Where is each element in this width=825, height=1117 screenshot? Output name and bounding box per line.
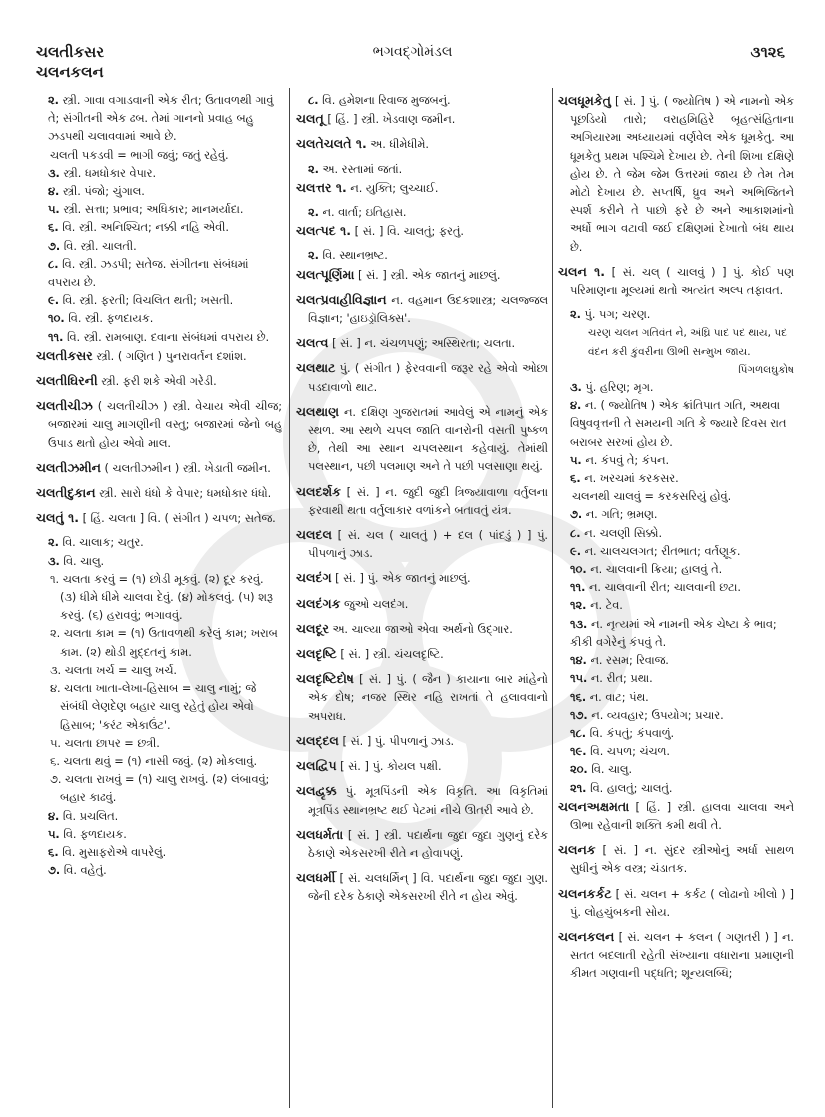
dictionary-entry (296, 595, 548, 614)
citation-source: પિંગળલઘુકોષ (738, 363, 794, 376)
sense-number: ૮. (308, 94, 319, 107)
sense (296, 204, 548, 222)
dictionary-entry (36, 484, 282, 503)
sense (558, 652, 794, 670)
sense (558, 780, 794, 798)
headword: ચલધર્મતા (296, 826, 344, 842)
sense (558, 525, 794, 543)
headword: ચલત્પૂર્ણિમા (296, 266, 355, 282)
headword: ચલદંગક (296, 595, 341, 611)
headword: ચલનકલન (558, 928, 615, 944)
dictionary-entry (296, 483, 548, 520)
idiom: ચલનથી ચાલવું = કરકસરિયું હોવું. (572, 490, 732, 504)
sense-text: વિ. સ્ત્રી. રામબાણ. દવાના સંબંધમાં વપરાય છે. (66, 330, 270, 344)
headword: ચલતીદુકાન (36, 485, 96, 501)
sense-number: ૮. (48, 257, 59, 271)
sense-number: ૨૦. (570, 763, 588, 777)
sense (36, 826, 282, 844)
definition: [ સં. ] સ્ત્રી. ચંચલદૃષ્ટિ. (340, 648, 444, 662)
sense-number: ૬. (570, 472, 581, 486)
sense-number: ૬. (48, 221, 59, 235)
entry-line (296, 359, 548, 396)
headword: ચલત્પ્રવાહીવિજ્ઞાન (296, 291, 387, 307)
sense (36, 165, 282, 183)
sense-text: ન. ચાલવાની ક્રિયા; હાલવું તે. (590, 563, 723, 577)
dictionary-entry (296, 403, 548, 477)
dictionary-entry (558, 928, 794, 984)
sense-text: ન. રસમ; રિવાજ. (590, 654, 669, 668)
sense-text: ન. વાર્તા; ઇતિહાસ. (322, 206, 407, 220)
definition: [ સં. ] પું. પીપળાનું ઝાડ. (342, 734, 455, 748)
headword: ચલદલ (296, 527, 332, 543)
headword: ચલત્પદ ૧. (296, 223, 352, 239)
definition: ન. દક્ષિણ ગુજરાતમાં આવેલું એ નામનું એક સ્થળ. આ સ્થળે ચપલ જાતિ વાનરોની વસતી પુષ્કળ છે, તેથી આ સ્થાન ચપલસ્થાન કહેવાયું. તેમાંથી પલસ્થાન, પછી પલમાણ અને તે પછી પલસાણા થયું. (308, 405, 548, 474)
sense (36, 553, 282, 571)
entry-line (296, 620, 548, 639)
sense-text: સ્ત્રી. ધમધોકાર વેપાર. (63, 166, 157, 180)
sense (36, 256, 282, 292)
sense (558, 597, 794, 615)
sense-text: ન. રીત; પ્રથા. (590, 672, 653, 686)
column-1 (36, 92, 282, 880)
sense-number: ૩. (48, 166, 60, 180)
definition: [ સં. ચલધર્મિન્ ] વિ. પદાર્થના જુદા જુદા ગુણ. જેની દરેક ઠેકાણે એકસરખી રીતે ન હોય એવું. (308, 872, 548, 904)
sense-number: ૧૨. (570, 599, 587, 613)
column-divider (289, 88, 290, 1108)
sense-number: ૯. (48, 294, 59, 308)
sense-text: વિ. સ્થાનભ્રષ્ટ. (322, 249, 388, 263)
definition: ન. યુક્તિ; લુચ્ચાઈ. (350, 181, 439, 195)
headword: ચલદૂર (296, 620, 329, 636)
headword: ચલત્વ (296, 335, 329, 351)
sense (558, 561, 794, 579)
sense-text: ન. વ્યવહાર; ઉપયોગ; પ્રચાર. (591, 708, 724, 722)
column-divider (552, 88, 553, 1108)
sense-text: વિ. સ્ત્રી. ફળદાયક. (68, 312, 154, 326)
guide-word-first: ચલતીકસર (36, 43, 105, 61)
entry-line (296, 869, 548, 906)
dictionary-entry (558, 798, 794, 835)
definition: અ. ધીમેધીમે. (370, 138, 429, 152)
sense (36, 292, 282, 310)
sense-number: ૭. (48, 864, 61, 878)
headword: ચલતીઘિરની (36, 373, 98, 389)
entry-line (296, 403, 548, 477)
entry-line (296, 595, 548, 614)
headword: ચલતીચીઝ (36, 398, 93, 414)
definition: ન. વહમાન ઉદકશાસ્ત્ર; ચલજ્જલ વિજ્ઞાન; 'હાઇડ્રૉલિક્સ'. (308, 293, 548, 326)
sense-text: વિ. ચપળ; ચંચળ. (590, 745, 670, 759)
headword: ચલતીઝમીન (36, 459, 101, 475)
dictionary-entry (296, 782, 548, 819)
sense-number: ૧૧. (570, 581, 586, 595)
sense-text: વિ. પ્રચલિત. (62, 809, 119, 823)
guide-word-last: ચલનકલન (36, 63, 104, 81)
dictionary-entry (296, 291, 548, 328)
sense (296, 92, 548, 110)
headword: ચલનક (558, 842, 596, 858)
entry-line (36, 347, 282, 366)
dictionary-entry (296, 620, 548, 639)
sense (558, 707, 794, 725)
sense-number: ૧૪. (570, 654, 587, 668)
dictionary-entry (558, 841, 794, 878)
entry-line (296, 266, 548, 285)
sense-number: ૧૭. (570, 708, 588, 722)
sense-number: ૭. (570, 508, 583, 522)
entry-line (296, 826, 548, 863)
sense-text: વિ. સ્ત્રી. ઝડપી; સતેજ. સંગીતના સંબંધમાં વપરાય છે. (48, 257, 249, 290)
sense-text: ન. ખરચમાં કરકસર. (584, 472, 679, 486)
sense-number: ૧૦. (48, 312, 65, 326)
sense (36, 201, 282, 219)
sense-text: વિ. ચાલુ. (63, 554, 105, 568)
sense (36, 862, 282, 880)
entry-line (296, 569, 548, 588)
definition: [ સં. ] પું. ( જ્યોતિષ ) એ નામનો એક પૂછડિયો તારો; વરાહમિહિરે બૃહત્સંહિતાના અગિયારમા અધ્યાયમાં વર્ણવેલ એક ધૂમકેતુ. આ ધૂમકેતુ પ્રથમ પશ્ચિમે દેખાય છે. તેની શિખા દક્ષિણે હોય છે. તે જેમ જેમ ઉત્તરમાં જાય છે તેમ તેમ મોટો દેખાય છે. સપ્તર્ષિ, ધ્રુવ અને અભિજિતને સ્પર્શ કરીને તે પાછો ફરે છે અને આકાશમાંનો અર્ધો ભાગ વટાવી જઈ દક્ષિણમાં દેખાતો બંધ થાય છે. (570, 95, 794, 254)
sense-number: ૧૮. (570, 726, 587, 740)
dictionary-entry (296, 334, 548, 353)
sense-text: વિ. સ્ત્રી. ફરતી; વિચલિત થતી; ખસતી. (62, 294, 234, 308)
sense-number: ૫. (48, 203, 60, 217)
headword: ચલધર્મી (296, 870, 336, 886)
dictionary-entry (296, 110, 548, 129)
sense-text: વિ. હાલતું; ચાલતું. (590, 781, 673, 795)
sense-text: ન. ટેવ. (590, 599, 623, 613)
sense (296, 161, 548, 179)
sense-text: પું. હરિણ; મૃગ. (585, 381, 654, 395)
entry-line (296, 222, 548, 241)
sense-number: ૭. (48, 239, 61, 253)
idiom: ૪. ચલતા ખાતા-લેખા-હિસાબ = ચાલુ નામું; જે સંબંધી લેણદેણ બહાર ચાલુ રહેતું હોય એવો હિસાબ; 'કરંટ એકાઉંટ'. (50, 682, 257, 732)
sense-number: ૨. (48, 94, 59, 107)
headword: ચલદૃષ્ટિ (296, 646, 337, 662)
definition: [ સં. ] પું. એક જાતનું માછલું. (335, 572, 471, 586)
idiom: ૧. ચલતા કરવું = (૧) છોડી મૂકવું. (૨) દૂર કરવું. (૩) ધીમે ધીમે ચાલવા દેવું. (૪) મોકલવું. (૫) શરૂ કરવું. (૬) હરાવવું; ભગાવવું. (50, 572, 273, 623)
dictionary-entry (36, 509, 282, 528)
idiom: ૫. ચલતા છાપર = છત્રી. (50, 736, 160, 750)
definition: [ સં. ચલ્ ( ચાલવું ) ] પું. કોઈ પણ પરિમાણના મૂલ્યમાં થતો અત્યંત અલ્પ તફાવત. (570, 265, 794, 298)
column-3 (558, 92, 794, 990)
dictionary-entry (36, 347, 282, 366)
sense (558, 379, 794, 397)
sense-text: ન. વાટ; પંથ. (589, 690, 649, 704)
entry-line (558, 841, 794, 878)
sense-number: ૮. (570, 526, 581, 540)
headword: ચલન ૧. (558, 263, 605, 279)
sense-text: ન. ચાલવાની રીત; ચાલવાની છટા. (588, 581, 741, 595)
headword: ચલદ્વિપ (296, 758, 337, 774)
definition: ( ચલતીઝમીન ) સ્ત્રી. ખેડાતી જમીન. (104, 461, 271, 475)
definition: [ હિં. ] સ્ત્રી. ખેડવાણ જમીન. (327, 113, 456, 127)
sense-number: ૨. (570, 308, 581, 322)
entry-line (36, 397, 282, 453)
entry-line (296, 110, 548, 129)
idiom: ૭. ચલતા રાખવું = (૧) ચાલુ રાખવું. (૨) લંબાવવું; બહાર કાઢવું. (50, 773, 270, 805)
sense (558, 543, 794, 561)
sense (558, 725, 794, 743)
sense-text: વિ. મુસાફરોએ વાપરેલું. (62, 845, 167, 859)
sense (36, 238, 282, 256)
entry-line (296, 526, 548, 563)
sense-number: ૧૧. (48, 330, 64, 344)
headword: ચલદ્દલ (296, 732, 339, 748)
definition: સ્ત્રી. સારો ધંધો કે વેપાર; ધમધોકાર ધંધો. (99, 487, 272, 501)
dictionary-entry (296, 732, 548, 751)
sense (558, 743, 794, 761)
sense (558, 761, 794, 779)
sense-number: ૨. (308, 249, 319, 263)
entry-line (296, 135, 548, 154)
sense-text: સ્ત્રી. ગાવા વગાડવાની એક રીત; ઉતાવળથી ગાવું તે; સંગીતની એક ઢબ. તેમાં ગાનનો પ્રવાહ બહુ ઝડપથી ચલાવવામાં આવે છે. (48, 94, 274, 144)
entry-line (558, 92, 794, 257)
definition: [ સં. ચલન + કલન ( ગણતરી ) ] ન. સતત બદલાતી રહેતી સંખ્યાના વધારાના પ્રમાણની કીમત ગણવાની પદ્ધતિ; શૂન્યલબ્ધિ; (570, 930, 795, 981)
entry-line (296, 645, 548, 664)
entry-line (296, 179, 548, 198)
definition: [ સં. ] ન. ચંચળપણું; અસ્થિરતા; ચલતા. (332, 337, 516, 351)
idiom: ૬. ચલતા થવું = (૧) નાસી જવું. (૨) મોકલાવું. (50, 754, 258, 768)
sense (558, 506, 794, 524)
sense-number: ૪. (48, 809, 60, 823)
definition: અ. ચાલ્યા જાઓ એવા અર્થનો ઉદ્ગાર. (332, 622, 513, 636)
dictionary-entry (558, 263, 794, 300)
sense-text: વિ. સ્ત્રી. ચાલતી. (63, 239, 137, 253)
sense-number: ૫. (570, 453, 582, 467)
entry-line (296, 732, 548, 751)
entry-line (558, 928, 794, 984)
definition: [ સં. ચલ ( ચાલતું ) + દલ ( પાંદડું ) ] પું. પીપળાનું ઝાડ. (308, 529, 548, 561)
dictionary-entry (296, 670, 548, 726)
entry-line (296, 291, 548, 328)
definition: સ્ત્રી. ફરી શકે એવી ગરેડી. (101, 375, 217, 389)
sense-text: ન. ગતિ; ભ્રમણ. (585, 508, 658, 522)
dictionary-entry (36, 372, 282, 391)
dictionary-entry (296, 757, 548, 776)
sense-text: વિ. વહેતું. (63, 864, 107, 878)
definition: [ હિં. ચલતા ] વિ. ( સંગીત ) ચપળ; સતેજ. (82, 512, 276, 526)
dictionary-entry (36, 397, 282, 453)
sense (558, 579, 794, 597)
sense-text: વિ. કંપતું; કંપવાળું. (589, 726, 675, 740)
definition: [ સં. ] સ્ત્રી. એક જાતનું માછલું. (358, 268, 501, 282)
sense-text: સ્ત્રી. સત્તા; પ્રભાવ; અધિકાર; માનમર્યાદા. (63, 203, 244, 217)
entry-line (296, 782, 548, 819)
entry-line (296, 670, 548, 726)
sense (36, 310, 282, 328)
headword: ચલધૂમકેતુ (558, 93, 611, 108)
dictionary-entry (36, 459, 282, 478)
headword: ચલનકર્કટ (558, 885, 612, 901)
sense (558, 452, 794, 470)
entry-line (558, 263, 794, 300)
definition: [ સં. ] સ્ત્રી. પદાર્થના જુદા જુદા ગુણનું દરેક ઠેકાણે એકસરખી રીતે ન હોવાપણું. (308, 828, 549, 860)
sense-number: ૩. (570, 381, 582, 395)
sense-text: પું. પગ; ચરણ. (584, 308, 651, 322)
quotation: ચરણ ચલન ગતિવંત ને, અંઘ્રિ પાદ પદ થાય, પદ વંદન કરી કુંવરીના ઊભી સન્મુખ જાય. (588, 327, 788, 358)
sense-text: ન. નૃત્યમાં એ નામની એક ચેષ્ટા કે ભાવ; કીકી વગેરેનું કંપવું તે. (570, 617, 777, 649)
sense-number: ૧૬. (570, 690, 587, 704)
headword: ચલથાણ (296, 403, 340, 419)
headword: ચલથાટ (296, 360, 336, 376)
dictionary-entry (558, 92, 794, 257)
column-2 (296, 92, 548, 913)
dictionary-entry (296, 179, 548, 198)
headword: ચલદૃષ્ટિદોષ (296, 671, 354, 687)
sense (558, 306, 794, 324)
sense-number: ૧૩. (570, 617, 588, 631)
sense-number: ૫. (48, 827, 60, 841)
sense-number: ૨. (308, 162, 319, 176)
definition: જુઓ ચલદંગ. (343, 597, 409, 611)
sense-text: વિ. હમેશના રિવાજ મુજબનું. (322, 94, 451, 107)
definition: ( ચલતીચીઝ ) સ્ત્રી. વેચાય એવી ચીજ; બજારમાં ચાલુ માગણીની વસ્તુ; બજારમાં જેનો બહુ ઉપાડ થતો હોય એવો માલ. (48, 400, 282, 450)
sense (558, 689, 794, 707)
dictionary-entry (296, 869, 548, 906)
sense (36, 808, 282, 826)
entry-line (558, 885, 794, 922)
dictionary-entry (558, 885, 794, 922)
dictionary-entry (296, 266, 548, 285)
sense (36, 92, 282, 147)
definition: પું. ( સંગીત ) ફેરવવાની જરૂર રહે એવો ઓછા પડદાવાળો થાટ. (308, 362, 549, 394)
headword: ચલતું ૧. (36, 510, 79, 526)
definition: [ સં. ] પું. ( જૈન ) કાયાના બાર માંહેનો એક દોષ; નજર સ્થિર નહિ રાખતાં તે હલાવવાનો અપરાધ. (308, 673, 549, 723)
idiom: ૩. ચલતા ખર્ચ = ચાલુ ખર્ચ. (50, 663, 177, 677)
entry-line (296, 483, 548, 520)
headword: ચલતેચલતે ૧. (296, 136, 367, 152)
dictionary-entry (296, 645, 548, 664)
dictionary-entry (296, 826, 548, 863)
sense-text: ન. કંપવું તે; કંપન. (585, 453, 670, 467)
headword: ચલદર્શક (296, 483, 341, 499)
entry-line (36, 372, 282, 391)
sense (36, 844, 282, 862)
sense (36, 534, 282, 552)
sense-text: વિ. ચાલુ. (591, 763, 633, 777)
entry-line (296, 334, 548, 353)
idiom: ૨. ચલતા કામ = (૧) ઉતાવળથી કરેલું કામ; ખરાબ કામ. (૨) થોડી મુદ્દતનું કામ. (50, 627, 278, 659)
sense (36, 219, 282, 237)
headword: ચલદંગ (296, 570, 332, 586)
dictionary-entry (296, 526, 548, 563)
sense-text: સ્ત્રી. પંજો; ચુંગાલ. (62, 185, 145, 199)
entry-line (36, 509, 282, 528)
headword: ચલતીકસર (36, 347, 93, 363)
page-number: ૩૧૨૬ (750, 43, 785, 61)
definition: [ સં. ચલન + કર્કટ ( લોઢાનો ખીલો ) ] પું. લોહચુંબકની સોય. (570, 887, 795, 919)
entry-line (36, 484, 282, 503)
sense (36, 183, 282, 201)
sense-text: વિ. ચાલાક; ચતુર. (62, 536, 144, 550)
sense (558, 470, 794, 488)
dictionary-title: ભગવદ્ગોમંડલ (372, 44, 453, 60)
entry-line (558, 798, 794, 835)
sense-number: ૨૧. (570, 781, 587, 795)
entry-line (296, 757, 548, 776)
headword: ચલત્તર ૧. (296, 179, 347, 195)
definition: [ સં. ] વિ. ચાલતું; ફરતું. (354, 225, 464, 239)
sense-number: ૧૫. (570, 672, 588, 686)
sense-text: ન. ચાલચલગત; રીતભાત; વર્તણૂક. (584, 544, 741, 558)
headword: ચલદ્વૃક્ક (296, 783, 337, 799)
sense-number: ૨. (308, 206, 319, 220)
idiom: ચલતી પકડવી = ભાગી જવું; જતું રહેવું. (50, 148, 229, 162)
sense-number: ૧૯. (570, 745, 587, 759)
sense (296, 247, 548, 265)
definition: [ સં. ] ન. સુંદર સ્ત્રીઓનું અર્ધા સાથળ સુધીનું એક વસ્ત્ર; ચંડાતક. (570, 844, 795, 876)
sense-text: ન. ( જ્યોતિષ ) એક ક્રાંતિપાત ગતિ, અથવા વિષુવવૃત્તની તે સમયની ગતિ કે જ્યારે દિવસ રાત બરાબર સરખાં હોય છે. (570, 399, 787, 449)
sense-number: ૪. (48, 185, 60, 199)
sense-number: ૪. (570, 399, 582, 413)
definition: [ સં. ] ન. જુદી જુદી ત્રિજ્યાવાળા વર્તુલના ફરવાથી થતા વર્તુલાકાર વળાંકને બતાવતું યંત્ર. (308, 485, 548, 517)
headword: ચલતૂ (296, 111, 324, 127)
entry-line (36, 459, 282, 478)
sense (558, 670, 794, 688)
definition: [ હિં. ] સ્ત્રી. હાલવા ચાલવા અને ઊભા રહેવાની શક્તિ કમી થવી તે. (570, 800, 795, 832)
dictionary-entry (296, 222, 548, 241)
definition: પું. મૂત્રપિંડની એક વિકૃતિ. આ વિકૃતિમાં મૂત્રપિંડ સ્થાનભ્રષ્ટ થઈ પેટમાં નીચે ઊતરી આવે છે. (308, 785, 548, 817)
definition: સ્ત્રી. ( ગણિત ) પુનરાવર્તન દશાંશ. (96, 349, 247, 363)
sense-text: વિ. સ્ત્રી. અનિશ્ચિત; નક્કી નહિ એવી. (62, 221, 229, 235)
sense-text: વિ. ફળદાયક. (63, 827, 127, 841)
sense-number: ૧૦. (570, 563, 587, 577)
sense (36, 329, 282, 347)
dictionary-entry (296, 135, 548, 154)
sense (558, 397, 794, 452)
dictionary-entry (296, 359, 548, 396)
page-header (0, 42, 825, 82)
dictionary-entry (296, 569, 548, 588)
definition: [ સં. ] પું. કોયલ પક્ષી. (340, 760, 442, 774)
sense-number: ૯. (570, 544, 581, 558)
sense-number: ૬. (48, 845, 59, 859)
sense-text: અ. રસ્તામાં જતાં. (322, 162, 403, 176)
sense-text: ન. ચલણી સિક્કો. (584, 526, 663, 540)
headword: ચલનઅક્ષમતા (558, 798, 630, 814)
sense (558, 616, 794, 652)
sense-number: ૩. (48, 554, 60, 568)
sense-number: ૨. (48, 536, 59, 550)
